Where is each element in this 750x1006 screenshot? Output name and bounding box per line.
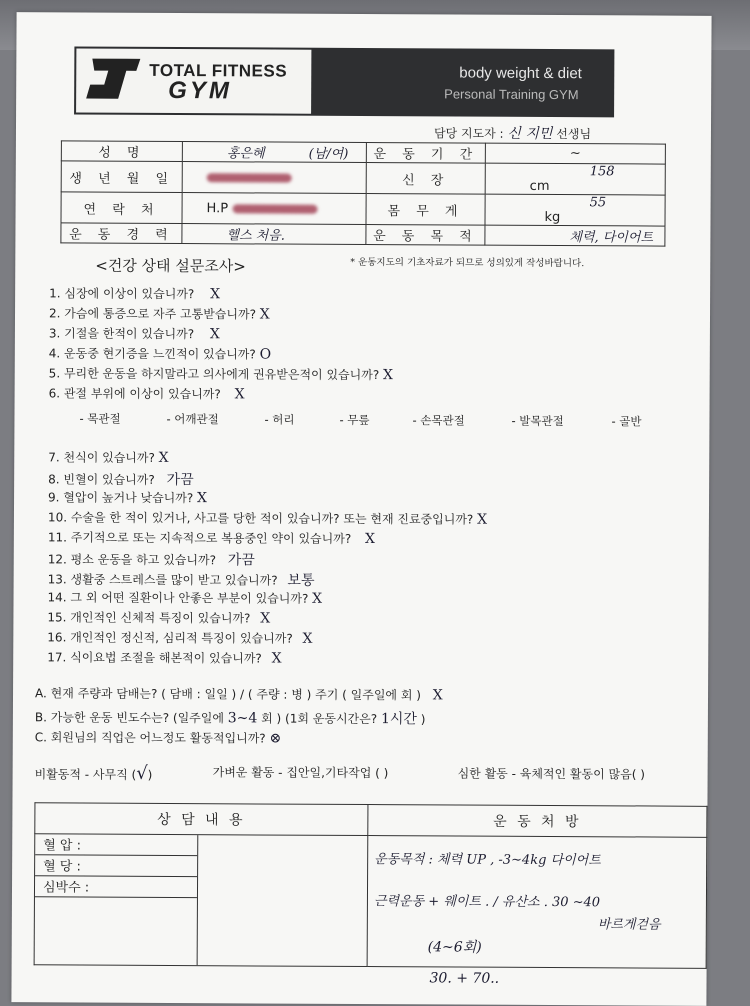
redacted-phone <box>232 204 317 213</box>
question-2: 2. 가슴에 통증으로 자주 고통받습니까? X <box>48 306 270 323</box>
question-a: A. 현재 주량과 담배는? ( 담배 : 일일 ) / ( 주량 : 병 ) 주기 ( 일주일에 회 ) X <box>34 686 443 704</box>
height-value: 158 <box>589 164 615 180</box>
experience-cell <box>182 224 366 245</box>
brand-line2: GYM <box>168 76 232 105</box>
j-logo-icon <box>84 55 144 107</box>
weight-label: 몸 무 게 <box>366 194 485 226</box>
survey-title: <건강 상태 설문조사> <box>95 256 246 276</box>
contact-prefix: H.P <box>206 200 229 216</box>
name-cell <box>182 142 366 163</box>
gender-value: (남/여) <box>308 146 349 162</box>
logo <box>76 49 311 114</box>
goal-cell <box>485 225 665 246</box>
pulse-label: 심박수 : <box>35 876 197 898</box>
question-7: 7. 천식이 있습니까? X <box>48 449 169 466</box>
consult-body <box>34 834 368 967</box>
question-16: 16. 개인적인 정신적, 심리적 특징이 있습니까? X <box>47 630 313 647</box>
bp-label: 혈 압 : <box>35 834 197 856</box>
joint-option-1: - 목관절 <box>79 411 121 426</box>
joint-option-3: - 허리 <box>264 412 295 427</box>
consult-header: 상 담 내 용 <box>35 803 368 836</box>
birth-label: 생 년 월 일 <box>61 161 182 193</box>
name-label: 성 명 <box>61 141 182 162</box>
contact-cell <box>182 193 366 225</box>
prescription-header: 운 동 처 방 <box>368 805 707 838</box>
question-c: C. 회원님의 직업은 어느정도 활동적입니까? ⊗ <box>34 730 282 747</box>
question-14: 14. 그 외 어떤 질환이나 안좋은 부분이 있습니까? X <box>47 590 323 607</box>
birth-value <box>182 162 366 194</box>
sugar-label: 혈 당 : <box>35 855 197 877</box>
form-sheet <box>11 12 711 1006</box>
tagline-2: Personal Training GYM <box>444 86 579 103</box>
trainer-row <box>434 122 591 143</box>
question-b: B. 가능한 운동 빈도수는? (일주일에 3~4 회 ) (1회 운동시간은? 1시간 ) <box>34 710 426 728</box>
question-10: 10. 수술을 한 적이 있거나, 사고를 당한 적이 있습니까? 또는 현재 진료중입니까? X <box>47 510 488 528</box>
weight-unit: kg <box>544 209 561 226</box>
question-3: 3. 기절을 한적이 있습니까? X <box>48 326 220 343</box>
joint-option-5: - 손목관절 <box>412 413 465 428</box>
joint-option-2: - 어깨관절 <box>166 411 219 427</box>
period-value: ~ <box>485 143 665 164</box>
joint-option-7: - 골반 <box>611 414 642 429</box>
rx-line-3: (4~6회) <box>427 939 482 956</box>
weight-cell <box>485 194 665 226</box>
goal-value: 체력, 다이어트 <box>569 230 654 246</box>
rx-line-2b: 바르게걷음 <box>597 917 661 933</box>
header-banner <box>74 46 614 117</box>
trainer-label: 담당 지도자 : <box>433 126 504 141</box>
period-label: 운 동 기 간 <box>366 143 485 164</box>
question-13: 13. 생활중 스트레스를 많이 받고 있습니까? 보통 <box>47 572 315 589</box>
activity-light: 가벼운 활동 - 집안일,기타작업 ( ) <box>212 765 389 781</box>
activity-inactive: 비활동적 - 사무직 (√) <box>34 762 153 784</box>
question-17: 17. 식이요법 조절을 해본적이 있습니까? X <box>47 650 282 667</box>
bottom-note: 30. + 70.. <box>429 970 500 987</box>
question-5: 5. 무리한 운동을 하지말라고 의사에게 권유받은적이 있습니까? X <box>48 366 394 384</box>
consult-table <box>34 802 708 969</box>
vitals-column <box>35 834 199 965</box>
rx-line-2: 근력운동 + 웨이트 . / 유산소 . 30 ~40 <box>373 894 601 911</box>
name-value: 홍은혜 <box>226 146 265 162</box>
contact-label: 연 락 처 <box>61 192 182 224</box>
joint-option-6: - 발목관절 <box>511 413 564 429</box>
question-4: 4. 운동중 현기증을 느낀적이 있습니까? O <box>48 346 272 363</box>
experience-label: 운 동 경 력 <box>61 223 182 244</box>
goal-label: 운 동 목 적 <box>366 225 485 246</box>
trainer-suffix: 선생님 <box>556 127 592 142</box>
joint-option-4: - 무릎 <box>339 412 370 428</box>
question-11: 11. 주기적으로 또는 지속적으로 복용중인 약이 있습니까? X <box>47 530 376 548</box>
prescription-body <box>367 836 707 969</box>
member-info-table <box>60 140 666 246</box>
question-9: 9. 혈압이 높거나 낮습니까? X <box>48 490 208 507</box>
question-12: 12. 평소 운동을 하고 있습니까? 가끔 <box>47 552 255 569</box>
redacted-birth <box>207 173 292 182</box>
rx-line-1: 운동목적 : 체력 UP , -3~4kg 다이어트 <box>374 852 601 869</box>
tagline-1: body weight & diet <box>459 64 582 83</box>
experience-value: 헬스 처음. <box>226 228 285 244</box>
question-6: 6. 관절 부위에 이상이 있습니까? X <box>48 386 245 403</box>
question-1: 1. 심장에 이상이 있습니까? X <box>49 286 221 303</box>
trainer-name: 신 지민 <box>507 125 553 142</box>
question-15: 15. 개인적인 신체적 특징이 있습니까? X <box>47 610 271 627</box>
height-cell <box>485 163 665 195</box>
weight-value: 55 <box>589 195 607 211</box>
height-label: 신 장 <box>366 163 485 195</box>
consult-notes-area <box>198 835 368 966</box>
question-8: 8. 빈혈이 있습니까? 가끔 <box>48 471 194 489</box>
height-unit: cm <box>529 178 550 194</box>
activity-heavy: 심한 활동 - 육체적인 활동이 많음( ) <box>457 766 645 782</box>
survey-note: * 운동지도의 기초자료가 되므로 성의있게 작성바랍니다. <box>350 256 585 270</box>
brand-line1: TOTAL FITNESS <box>149 60 288 81</box>
